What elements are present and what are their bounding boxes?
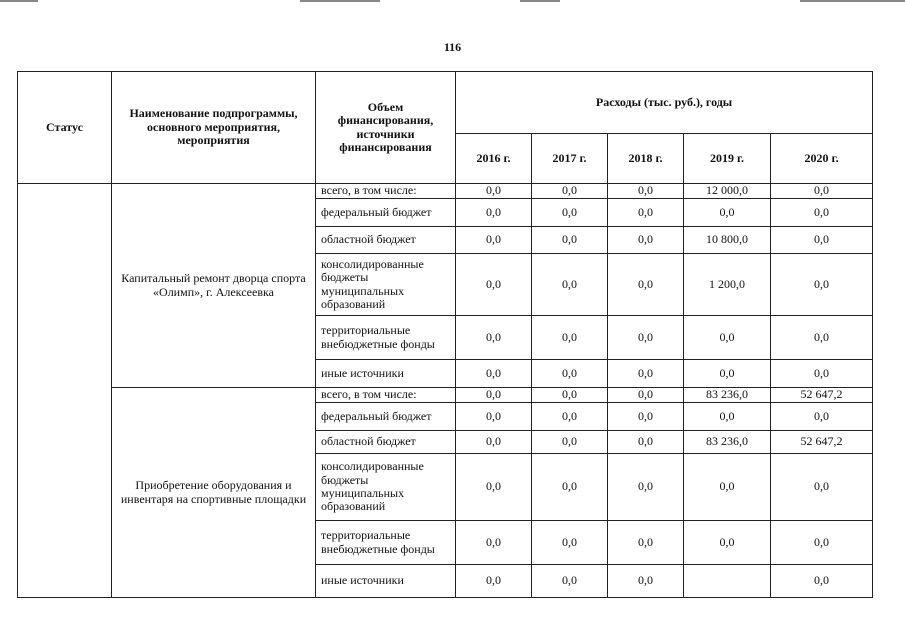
value-cell: 0,0 (684, 316, 771, 360)
header-year: 2016 г. (456, 134, 532, 184)
value-cell: 0,0 (608, 403, 684, 431)
header-expenses: Расходы (тыс. руб.), годы (456, 72, 873, 134)
value-cell: 0,0 (608, 227, 684, 254)
value-cell: 10 800,0 (684, 227, 771, 254)
header-status: Статус (18, 72, 112, 184)
value-cell: 52 647,2 (771, 431, 873, 454)
value-cell: 0,0 (684, 199, 771, 227)
header-year: 2019 г. (684, 134, 771, 184)
scan-edge-line (800, 0, 905, 2)
funding-source: областной бюджет (316, 431, 456, 454)
table-row (18, 388, 873, 403)
funding-source: территориальные внебюджетные фонды (316, 316, 456, 360)
value-cell: 0,0 (532, 521, 608, 565)
funding-source: консолидированные бюджеты муниципальных образований (316, 254, 456, 316)
value-cell: 0,0 (684, 403, 771, 431)
value-cell: 0,0 (532, 316, 608, 360)
scan-edge-line (300, 0, 380, 2)
value-cell: 0,0 (456, 254, 532, 316)
value-cell: 0,0 (532, 565, 608, 598)
value-cell: 83 236,0 (684, 431, 771, 454)
funding-source: иные источники (316, 360, 456, 388)
value-cell: 0,0 (532, 199, 608, 227)
funding-source: федеральный бюджет (316, 403, 456, 431)
value-cell: 0,0 (608, 521, 684, 565)
value-cell: 0,0 (608, 360, 684, 388)
value-cell: 0,0 (456, 431, 532, 454)
value-cell: 0,0 (532, 227, 608, 254)
value-cell: 0,0 (532, 360, 608, 388)
funding-source: территориальные внебюджетные фонды (316, 521, 456, 565)
value-cell: 0,0 (771, 316, 873, 360)
value-cell: 0,0 (608, 431, 684, 454)
value-cell: 0,0 (684, 454, 771, 521)
value-cell: 0,0 (608, 254, 684, 316)
value-cell: 0,0 (456, 565, 532, 598)
funding-source: иные источники (316, 565, 456, 598)
header-name: Наименование подпрограммы, основного мероприятия, мероприятия (112, 72, 316, 184)
activity-name: Капитальный ремонт дворца спорта «Олимп», г. Алексеевка (112, 184, 316, 388)
header-year: 2017 г. (532, 134, 608, 184)
funding-source: всего, в том числе: (316, 184, 456, 199)
value-cell (684, 565, 771, 598)
value-cell: 0,0 (532, 454, 608, 521)
value-cell: 0,0 (456, 403, 532, 431)
value-cell: 0,0 (532, 431, 608, 454)
value-cell: 0,0 (456, 360, 532, 388)
value-cell: 0,0 (532, 388, 608, 403)
funding-source: всего, в том числе: (316, 388, 456, 403)
value-cell: 0,0 (608, 199, 684, 227)
value-cell: 0,0 (771, 521, 873, 565)
funding-source: областной бюджет (316, 227, 456, 254)
value-cell: 0,0 (771, 403, 873, 431)
value-cell: 0,0 (456, 316, 532, 360)
value-cell: 0,0 (608, 565, 684, 598)
expenses-table (17, 71, 873, 598)
value-cell: 0,0 (456, 521, 532, 565)
value-cell: 0,0 (684, 360, 771, 388)
value-cell: 0,0 (771, 454, 873, 521)
value-cell: 0,0 (608, 316, 684, 360)
scan-edge-line (0, 0, 38, 2)
value-cell: 1 200,0 (684, 254, 771, 316)
status-cell (18, 184, 112, 598)
value-cell: 52 647,2 (771, 388, 873, 403)
funding-source: консолидированные бюджеты муниципальных образований (316, 454, 456, 521)
value-cell: 0,0 (456, 199, 532, 227)
scan-edge-line (520, 0, 560, 2)
value-cell: 0,0 (771, 227, 873, 254)
value-cell: 0,0 (771, 360, 873, 388)
value-cell: 0,0 (456, 227, 532, 254)
value-cell: 0,0 (608, 454, 684, 521)
value-cell: 0,0 (608, 388, 684, 403)
header-year: 2020 г. (771, 134, 873, 184)
value-cell: 0,0 (608, 184, 684, 199)
value-cell: 0,0 (456, 454, 532, 521)
value-cell: 0,0 (456, 184, 532, 199)
funding-source: федеральный бюджет (316, 199, 456, 227)
header-year: 2018 г. (608, 134, 684, 184)
value-cell: 0,0 (684, 521, 771, 565)
value-cell: 0,0 (532, 184, 608, 199)
header-funding: Объем финансирования, источники финансирования (316, 72, 456, 184)
activity-name: Приобретение оборудования и инвентаря на спортивные площадки (112, 388, 316, 598)
value-cell: 0,0 (771, 184, 873, 199)
value-cell: 0,0 (456, 388, 532, 403)
table-row (18, 184, 873, 199)
value-cell: 0,0 (532, 403, 608, 431)
value-cell: 83 236,0 (684, 388, 771, 403)
value-cell: 0,0 (771, 565, 873, 598)
value-cell: 12 000,0 (684, 184, 771, 199)
page-number: 116 (443, 40, 462, 54)
value-cell: 0,0 (532, 254, 608, 316)
value-cell: 0,0 (771, 199, 873, 227)
value-cell: 0,0 (771, 254, 873, 316)
